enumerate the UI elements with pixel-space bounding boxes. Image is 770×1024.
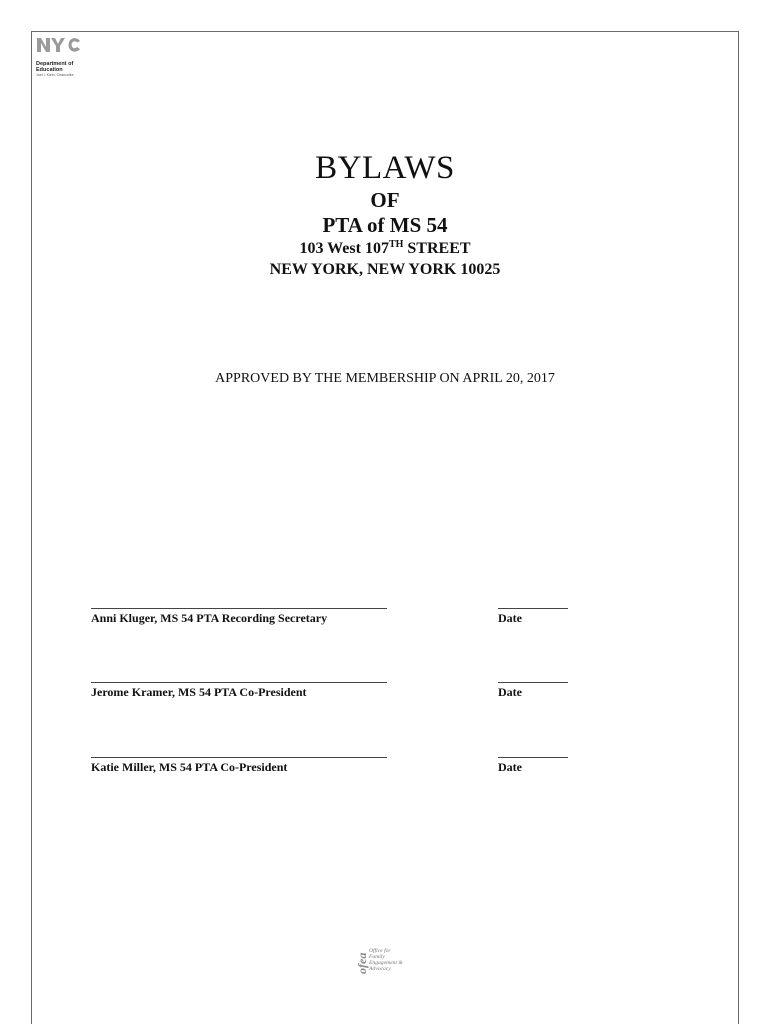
date-label: Date [498,685,522,699]
approval-statement: APPROVED BY THE MEMBERSHIP ON APRIL 20, 2017 [215,371,555,386]
address-number: 103 West 107 [299,240,389,257]
signatory-name: Katie Miller, MS 54 PTA Co-President [91,760,288,774]
chancellor-name: Joel I. Klein, Chancellor [36,73,74,77]
signatory-name: Jerome Kramer, MS 54 PTA Co-President [91,685,307,699]
nyc-doe-logo [36,36,96,78]
ofea-line: Engagement & [369,960,403,966]
address-city: NEW YORK, NEW YORK 10025 [269,261,501,278]
signature-line [91,757,387,758]
date-label: Date [498,611,522,625]
signature-line [91,682,387,683]
ofea-logo [356,946,426,980]
nyc-logo-icon [36,36,88,53]
title-of: OF [370,188,400,212]
ofea-logo-mark: ofea [355,952,369,974]
signature-line [91,608,387,609]
date-label: Date [498,760,522,774]
date-line [498,757,568,758]
date-line [498,682,568,683]
ofea-line: Office for [369,948,391,954]
ofea-line: Advocacy [369,966,391,972]
address-superscript: TH [388,239,404,250]
document-title: BYLAWS [315,150,455,186]
address-street-name: STREET [403,240,471,257]
department-name: Department of Education [36,61,74,73]
ofea-logo-text [369,948,403,972]
date-line [498,608,568,609]
ofea-line: Family [369,954,385,960]
address-street [0,240,770,258]
signatory-name: Anni Kluger, MS 54 PTA Recording Secretary [91,611,328,625]
organization-name: PTA of MS 54 [322,213,448,237]
